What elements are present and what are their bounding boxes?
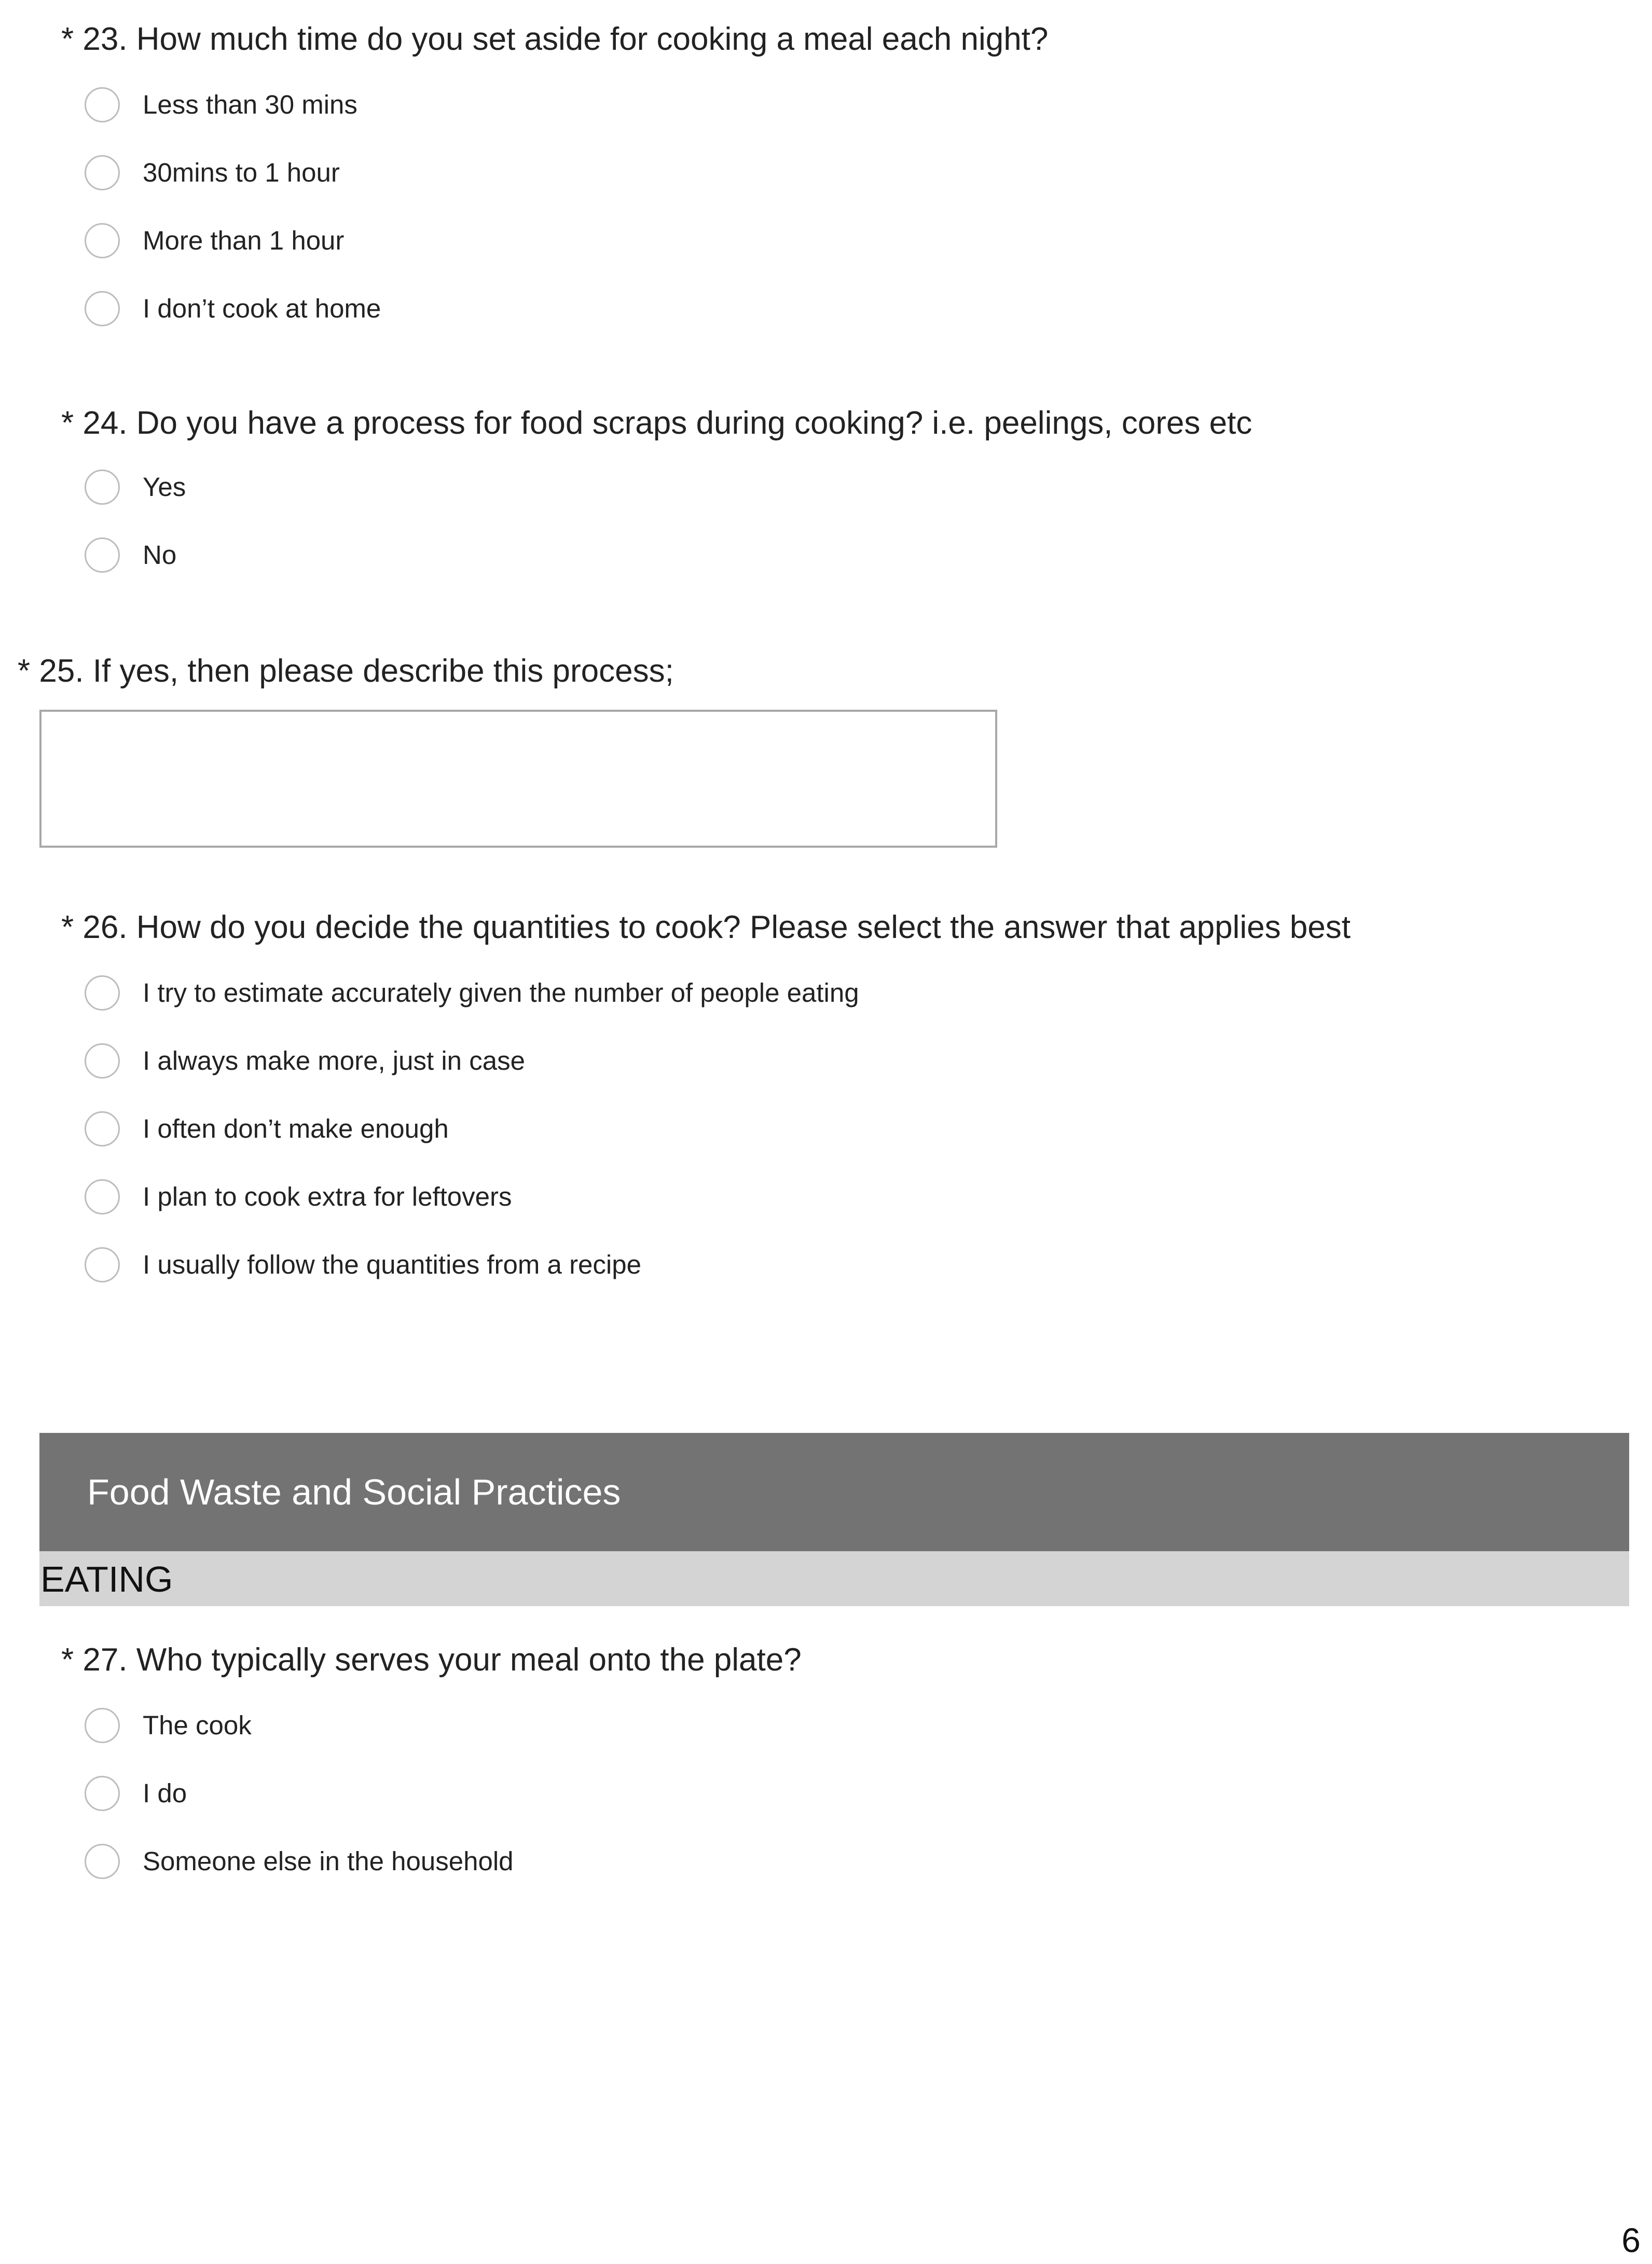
radio-button[interactable] bbox=[85, 1111, 120, 1147]
option-label: I try to estimate accurately given the number of people eating bbox=[143, 978, 859, 1007]
option-label: The cook bbox=[143, 1710, 252, 1740]
option-label: I do bbox=[143, 1778, 187, 1808]
option-someone-else[interactable] bbox=[85, 1843, 514, 1880]
option-dont-cook-at-home[interactable] bbox=[85, 290, 381, 327]
option-the-cook[interactable] bbox=[85, 1707, 252, 1744]
option-label: I plan to cook extra for leftovers bbox=[143, 1182, 512, 1211]
section-title: Food Waste and Social Practices bbox=[87, 1472, 621, 1512]
option-yes[interactable] bbox=[85, 468, 186, 506]
option-often-dont-make-enough[interactable] bbox=[85, 1110, 449, 1148]
option-estimate-accurately[interactable] bbox=[85, 974, 859, 1012]
radio-button[interactable] bbox=[85, 1043, 120, 1079]
radio-button[interactable] bbox=[85, 470, 120, 505]
radio-button[interactable] bbox=[85, 975, 120, 1011]
process-description-textarea[interactable] bbox=[39, 710, 997, 848]
question-23-title: * 23. How much time do you set aside for cooking a meal each night? bbox=[61, 21, 1049, 57]
radio-button[interactable] bbox=[85, 1776, 120, 1811]
option-label: Less than 30 mins bbox=[143, 90, 357, 119]
question-24-title: * 24. Do you have a process for food scraps during cooking? i.e. peelings, cores etc bbox=[61, 405, 1252, 441]
question-25-title: * 25. If yes, then please describe this process; bbox=[18, 653, 674, 689]
radio-button[interactable] bbox=[85, 1844, 120, 1879]
option-label: I don’t cook at home bbox=[143, 294, 381, 323]
radio-button[interactable] bbox=[85, 291, 120, 326]
question-27-title: * 27. Who typically serves your meal onto the plate? bbox=[61, 1642, 802, 1678]
option-30mins-to-1-hour[interactable] bbox=[85, 154, 340, 191]
question-26-title: * 26. How do you decide the quantities to cook? Please select the answer that applies best bbox=[61, 909, 1351, 945]
option-i-do[interactable] bbox=[85, 1775, 187, 1812]
option-label: Yes bbox=[143, 472, 186, 502]
option-label: Someone else in the household bbox=[143, 1846, 514, 1876]
option-always-make-more[interactable] bbox=[85, 1042, 525, 1080]
option-label: 30mins to 1 hour bbox=[143, 158, 340, 187]
option-label: I often don’t make enough bbox=[143, 1114, 449, 1143]
option-follow-recipe-quantities[interactable] bbox=[85, 1246, 641, 1283]
option-label: More than 1 hour bbox=[143, 226, 345, 255]
option-more-than-1-hour[interactable] bbox=[85, 222, 344, 259]
section-header bbox=[39, 1433, 1629, 1551]
option-less-than-30-mins[interactable] bbox=[85, 86, 357, 123]
page-number: 6 bbox=[1621, 2221, 1641, 2259]
radio-button[interactable] bbox=[85, 1708, 120, 1743]
option-no[interactable] bbox=[85, 536, 176, 574]
radio-button[interactable] bbox=[85, 1179, 120, 1214]
option-cook-extra-for-leftovers[interactable] bbox=[85, 1178, 512, 1216]
radio-button[interactable] bbox=[85, 87, 120, 122]
option-label: No bbox=[143, 540, 177, 570]
subsection-header bbox=[39, 1551, 1629, 1606]
radio-button[interactable] bbox=[85, 1247, 120, 1282]
option-label: I usually follow the quantities from a recipe bbox=[143, 1250, 641, 1279]
radio-button[interactable] bbox=[85, 537, 120, 573]
radio-button[interactable] bbox=[85, 155, 120, 190]
subsection-title: EATING bbox=[40, 1559, 173, 1599]
option-label: I always make more, just in case bbox=[143, 1046, 525, 1075]
radio-button[interactable] bbox=[85, 223, 120, 258]
